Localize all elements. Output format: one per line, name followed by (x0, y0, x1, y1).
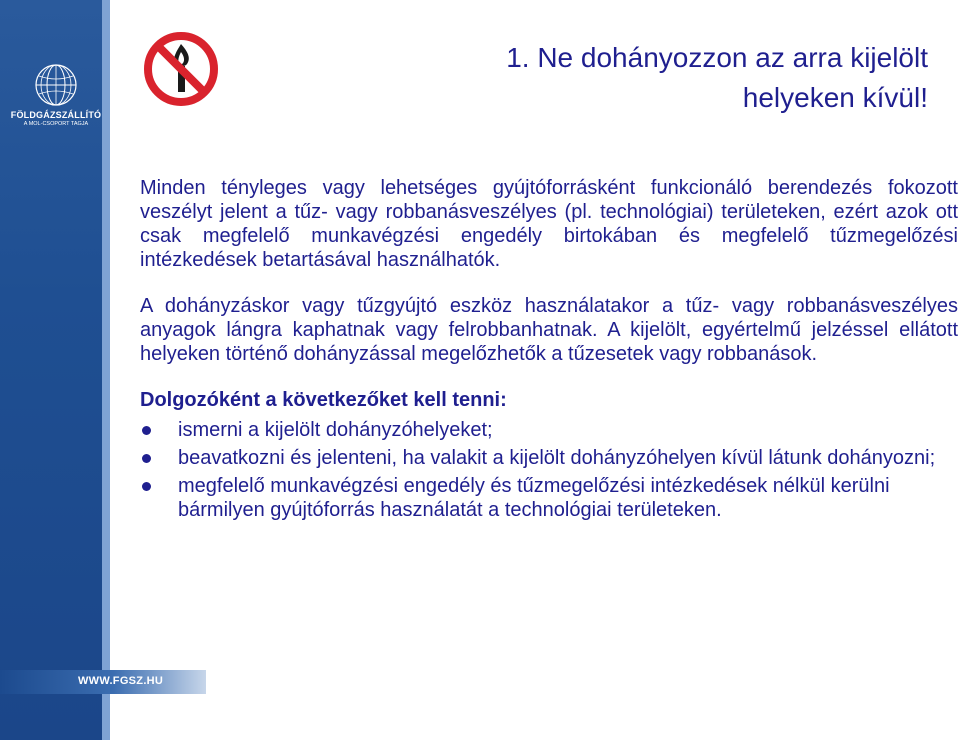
bullet-dot-icon (142, 482, 151, 491)
footer-website-band (0, 670, 206, 694)
website-link[interactable]: WWW.FGSZ.HU (78, 675, 164, 687)
sidebar-stripe (102, 0, 110, 740)
left-sidebar (0, 0, 110, 740)
duties-heading: Dolgozóként a következőket kell tenni: (140, 389, 507, 411)
company-subtitle: A MOL-CSOPORT TAGJA (23, 121, 89, 127)
company-logo (10, 62, 102, 142)
bullet-dot-icon (142, 426, 151, 435)
list-item (140, 474, 958, 522)
bullet-dot-icon (142, 454, 151, 463)
duties-list (140, 418, 958, 522)
title-line-2: helyeken kívül! (742, 82, 928, 113)
paragraph-ignition-sources: Minden tényleges vagy lehetséges gyújtóforrásként funkcionáló berendezés fokozott veszélyt jelent a tűz- vagy robbanásveszélyes (pl. technológiai) területeken, ezért azok ott csak megfelelő munkavégzési engedély birtokában és megfelelő tűzmegelőzési intézkedések betartásával használhatók. (140, 177, 958, 271)
company-name: FÖLDGÁZSZÁLLÍTÓ (10, 110, 102, 120)
globe-logo-icon (33, 62, 79, 108)
list-item (140, 446, 958, 470)
list-item-text: megfelelő munkavégzési engedély és tűzmegelőzési intézkedések nélkül kerülni bármilyen gyújtóforrás használatát a technológiai területeken. (178, 475, 890, 521)
page-title (300, 38, 928, 118)
no-smoking-icon (142, 30, 220, 108)
list-item-text: ismerni a kijelölt dohányzóhelyeket; (178, 419, 493, 441)
list-item-text: beavatkozni és jelenteni, ha valakit a kijelölt dohányzóhelyen kívül látunk dohányozni; (178, 447, 936, 469)
list-item (140, 418, 958, 442)
main-content (140, 176, 958, 526)
paragraph-smoking-risk: A dohányzáskor vagy tűzgyújtó eszköz használatakor a tűz- vagy robbanásveszélyes anyagok lángra kaphatnak vagy felrobbanhatnak. A kijelölt, egyértelmű jelzéssel ellátott helyeken történő dohányzással megelőzhetők a tűzesetek vagy robbanások. (140, 295, 958, 365)
title-line-1: 1. Ne dohányozzon az arra kijelölt (506, 42, 928, 73)
